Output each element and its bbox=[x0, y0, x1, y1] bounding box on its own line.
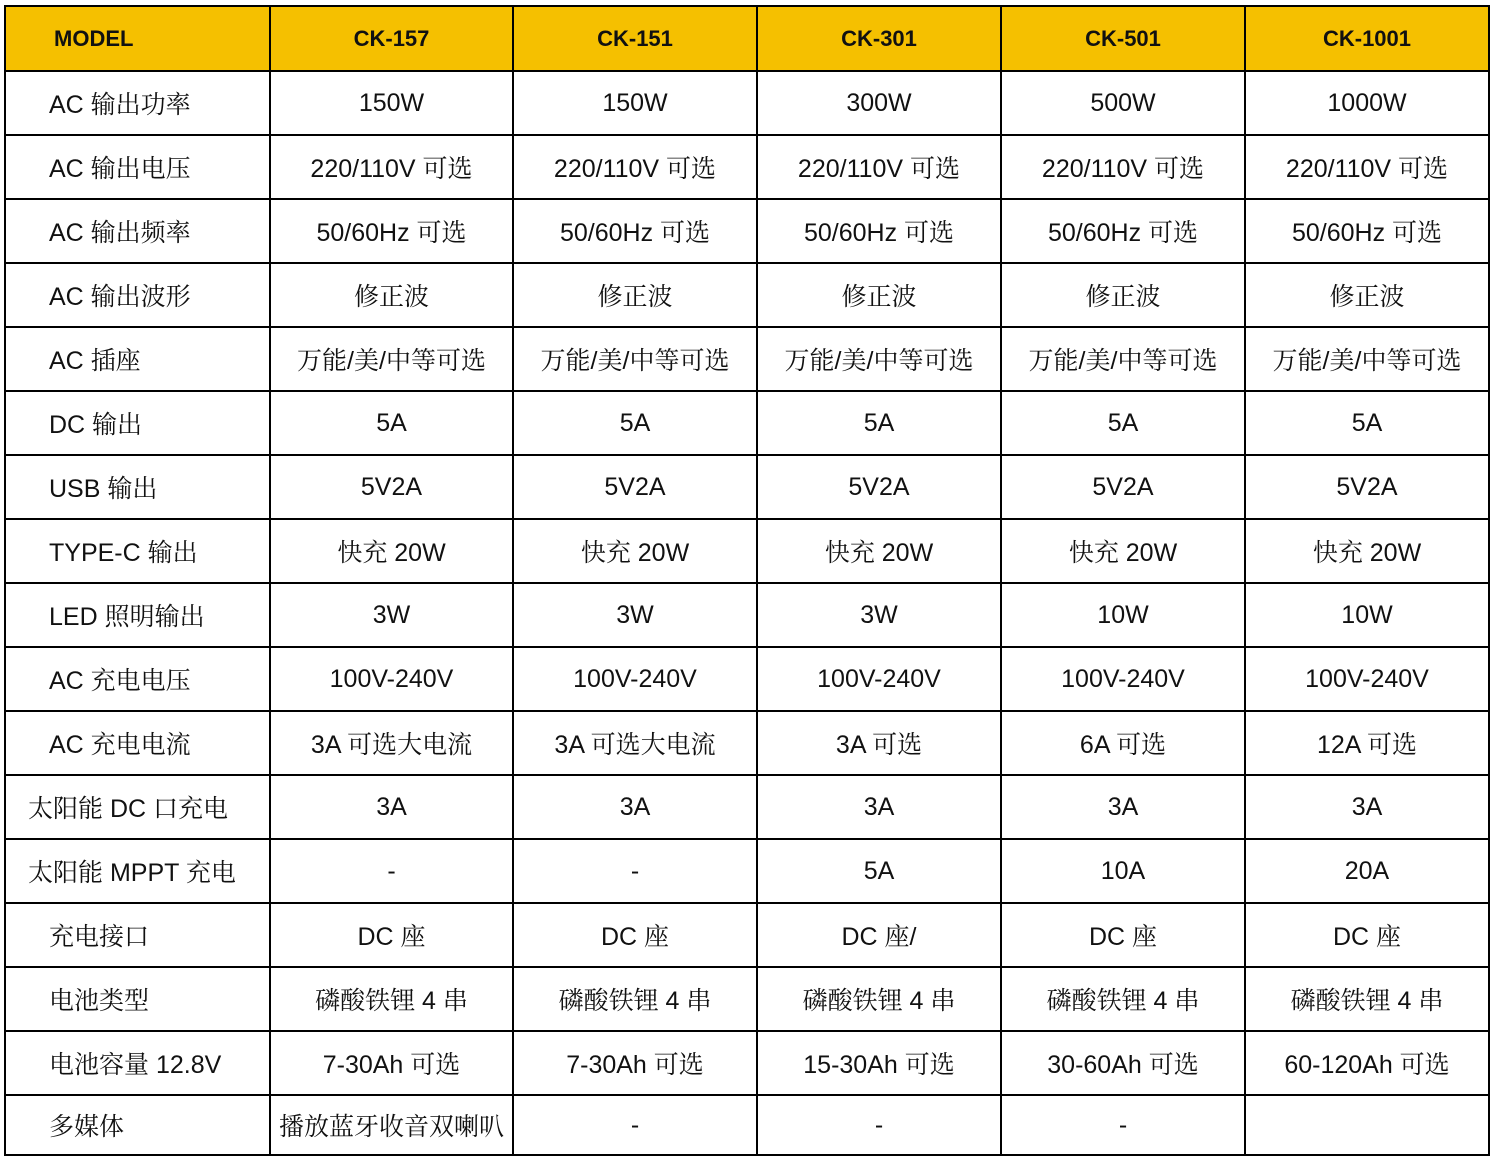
table-cell: 3A bbox=[1001, 775, 1245, 839]
table-cell: 5V2A bbox=[757, 455, 1001, 519]
table-cell: 磷酸铁锂 4 串 bbox=[1001, 967, 1245, 1031]
table-cell: 20A bbox=[1245, 839, 1489, 903]
table-cell: 50/60Hz 可选 bbox=[270, 199, 513, 263]
table-cell: 150W bbox=[513, 71, 757, 135]
table-cell: 300W bbox=[757, 71, 1001, 135]
table-cell: DC 座 bbox=[513, 903, 757, 967]
table-cell: 100V-240V bbox=[1245, 647, 1489, 711]
table-row bbox=[5, 71, 1489, 135]
table-cell: 3A 可选 bbox=[757, 711, 1001, 775]
table-cell: DC 座 bbox=[270, 903, 513, 967]
table-row bbox=[5, 135, 1489, 199]
table-row bbox=[5, 1095, 1489, 1155]
table-cell: 万能/美/中等可选 bbox=[270, 327, 513, 391]
row-label: AC 充电电压 bbox=[5, 647, 270, 711]
header-row bbox=[5, 6, 1489, 71]
model-column-header: CK-1001 bbox=[1245, 6, 1489, 71]
table-cell: 150W bbox=[270, 71, 513, 135]
table-cell: 3A bbox=[1245, 775, 1489, 839]
table-cell: 3A bbox=[513, 775, 757, 839]
row-label: TYPE-C 输出 bbox=[5, 519, 270, 583]
table-cell: 修正波 bbox=[1245, 263, 1489, 327]
row-label: USB 输出 bbox=[5, 455, 270, 519]
table-cell: 1000W bbox=[1245, 71, 1489, 135]
table-cell: 万能/美/中等可选 bbox=[1001, 327, 1245, 391]
row-label: LED 照明输出 bbox=[5, 583, 270, 647]
table-cell: 修正波 bbox=[1001, 263, 1245, 327]
table-cell: 30-60Ah 可选 bbox=[1001, 1031, 1245, 1095]
table-cell: 万能/美/中等可选 bbox=[1245, 327, 1489, 391]
model-header-cell: MODEL bbox=[5, 6, 270, 71]
table-cell: 快充 20W bbox=[270, 519, 513, 583]
model-column-header: CK-151 bbox=[513, 6, 757, 71]
table-cell: 修正波 bbox=[757, 263, 1001, 327]
table-cell: 50/60Hz 可选 bbox=[1001, 199, 1245, 263]
table-cell: 50/60Hz 可选 bbox=[513, 199, 757, 263]
table-cell: 50/60Hz 可选 bbox=[1245, 199, 1489, 263]
table-cell: 60-120Ah 可选 bbox=[1245, 1031, 1489, 1095]
table-row bbox=[5, 455, 1489, 519]
table-cell: 220/110V 可选 bbox=[1245, 135, 1489, 199]
table-cell: 5V2A bbox=[513, 455, 757, 519]
table-cell: 5A bbox=[270, 391, 513, 455]
table-cell: 5V2A bbox=[270, 455, 513, 519]
table-cell: 3A bbox=[757, 775, 1001, 839]
row-label: AC 输出频率 bbox=[5, 199, 270, 263]
table-cell: 修正波 bbox=[513, 263, 757, 327]
table-row bbox=[5, 903, 1489, 967]
table-cell: 220/110V 可选 bbox=[270, 135, 513, 199]
row-label: 充电接口 bbox=[5, 903, 270, 967]
table-cell: 220/110V 可选 bbox=[1001, 135, 1245, 199]
table-cell: 12A 可选 bbox=[1245, 711, 1489, 775]
row-label: AC 输出电压 bbox=[5, 135, 270, 199]
table-cell: - bbox=[513, 1095, 757, 1155]
table-cell: 10A bbox=[1001, 839, 1245, 903]
table-row bbox=[5, 647, 1489, 711]
row-label: 太阳能 DC 口充电 bbox=[5, 775, 270, 839]
table-cell: 100V-240V bbox=[270, 647, 513, 711]
table-cell: 快充 20W bbox=[1245, 519, 1489, 583]
table-cell: 500W bbox=[1001, 71, 1245, 135]
table-cell: 修正波 bbox=[270, 263, 513, 327]
table-cell: DC 座 bbox=[1245, 903, 1489, 967]
table-cell: 5V2A bbox=[1245, 455, 1489, 519]
table-cell: 万能/美/中等可选 bbox=[757, 327, 1001, 391]
table-cell: - bbox=[1001, 1095, 1245, 1155]
table-cell: 快充 20W bbox=[1001, 519, 1245, 583]
table-row bbox=[5, 711, 1489, 775]
table-cell: 磷酸铁锂 4 串 bbox=[757, 967, 1001, 1031]
table-cell: 100V-240V bbox=[757, 647, 1001, 711]
model-column-header: CK-157 bbox=[270, 6, 513, 71]
table-cell bbox=[1245, 1095, 1489, 1155]
table-cell: 10W bbox=[1001, 583, 1245, 647]
table-row bbox=[5, 775, 1489, 839]
row-label: DC 输出 bbox=[5, 391, 270, 455]
table-cell: 万能/美/中等可选 bbox=[513, 327, 757, 391]
table-row bbox=[5, 263, 1489, 327]
row-label: AC 插座 bbox=[5, 327, 270, 391]
table-cell: 5A bbox=[757, 391, 1001, 455]
table-cell: 5V2A bbox=[1001, 455, 1245, 519]
table-cell: - bbox=[513, 839, 757, 903]
table-row bbox=[5, 839, 1489, 903]
table-cell: DC 座/ bbox=[757, 903, 1001, 967]
table-row bbox=[5, 519, 1489, 583]
table-cell: 6A 可选 bbox=[1001, 711, 1245, 775]
table-cell: 100V-240V bbox=[513, 647, 757, 711]
table-row bbox=[5, 967, 1489, 1031]
table-row bbox=[5, 583, 1489, 647]
table-cell: 播放蓝牙收音双喇叭 bbox=[270, 1095, 513, 1155]
table-cell: 7-30Ah 可选 bbox=[270, 1031, 513, 1095]
table-cell: 磷酸铁锂 4 串 bbox=[270, 967, 513, 1031]
table-cell: 3A bbox=[270, 775, 513, 839]
row-label: AC 输出功率 bbox=[5, 71, 270, 135]
table-cell: - bbox=[270, 839, 513, 903]
table-cell: 磷酸铁锂 4 串 bbox=[513, 967, 757, 1031]
row-label: AC 输出波形 bbox=[5, 263, 270, 327]
table-row bbox=[5, 391, 1489, 455]
table-cell: 5A bbox=[1001, 391, 1245, 455]
row-label: 多媒体 bbox=[5, 1095, 270, 1155]
table-cell: 3W bbox=[513, 583, 757, 647]
table-cell: 快充 20W bbox=[757, 519, 1001, 583]
table-cell: 10W bbox=[1245, 583, 1489, 647]
row-label: 电池类型 bbox=[5, 967, 270, 1031]
table-cell: 5A bbox=[757, 839, 1001, 903]
row-label: 太阳能 MPPT 充电 bbox=[5, 839, 270, 903]
table-cell: 7-30Ah 可选 bbox=[513, 1031, 757, 1095]
spec-table bbox=[4, 5, 1490, 1156]
table-cell: 3A 可选大电流 bbox=[270, 711, 513, 775]
table-cell: 5A bbox=[513, 391, 757, 455]
row-label: AC 充电电流 bbox=[5, 711, 270, 775]
table-cell: 220/110V 可选 bbox=[513, 135, 757, 199]
spec-table-body bbox=[5, 71, 1489, 1155]
table-row bbox=[5, 327, 1489, 391]
table-cell: 100V-240V bbox=[1001, 647, 1245, 711]
table-cell: 5A bbox=[1245, 391, 1489, 455]
table-cell: 50/60Hz 可选 bbox=[757, 199, 1001, 263]
table-cell: 3A 可选大电流 bbox=[513, 711, 757, 775]
table-row bbox=[5, 199, 1489, 263]
table-cell: 3W bbox=[270, 583, 513, 647]
table-cell: 15-30Ah 可选 bbox=[757, 1031, 1001, 1095]
table-cell: - bbox=[757, 1095, 1001, 1155]
table-cell: DC 座 bbox=[1001, 903, 1245, 967]
table-cell: 快充 20W bbox=[513, 519, 757, 583]
model-column-header: CK-501 bbox=[1001, 6, 1245, 71]
table-row bbox=[5, 1031, 1489, 1095]
model-column-header: CK-301 bbox=[757, 6, 1001, 71]
table-cell: 220/110V 可选 bbox=[757, 135, 1001, 199]
table-cell: 磷酸铁锂 4 串 bbox=[1245, 967, 1489, 1031]
table-cell: 3W bbox=[757, 583, 1001, 647]
row-label: 电池容量 12.8V bbox=[5, 1031, 270, 1095]
